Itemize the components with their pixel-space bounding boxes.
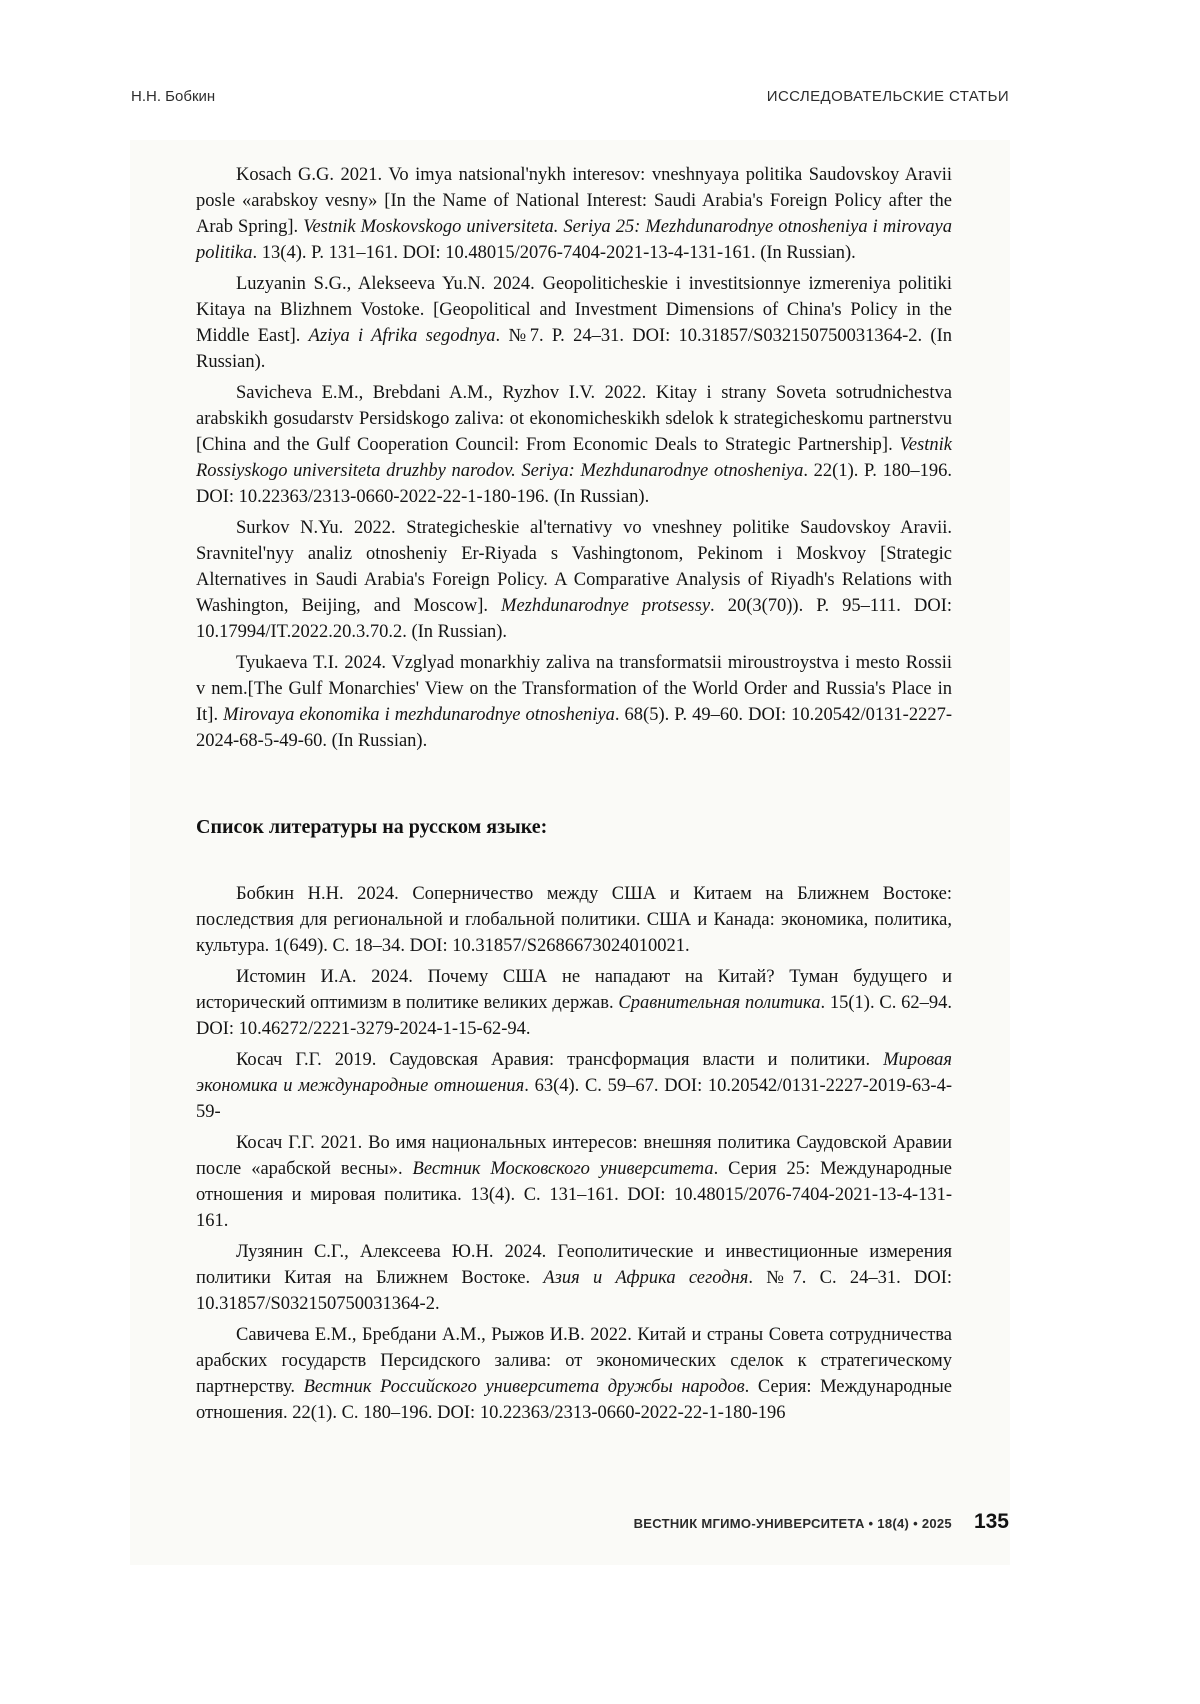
running-head-section: ИССЛЕДОВАТЕЛЬСКИЕ СТАТЬИ — [766, 88, 1009, 105]
reference-entry: Tyukaeva T.I. 2024. Vzglyad monarkhiy zaliva na transformatsii miroustroystva i mesto Rossii v nem.[The Gulf Monarchies' View on the Transformation of the World Order and Russia's Place in It]. Mirovaya ekonomika i mezhdunarodnye otnosheniya. 68(5). P. 49–60. DOI: 10.20542/0131-2227-2024-68-5-49-60. (In Russian). — [196, 653, 952, 751]
references-content — [196, 162, 952, 1431]
references-english-list — [196, 162, 952, 754]
reference-entry: Surkov N.Yu. 2022. Strategicheskie al'ternativy vo vneshney politike Saudovskoy Aravii. Sravnitel'nyy analiz otnosheniy Er-Riyada s Vashingtonom, Pekinom i Moskvoy [Strategic Alternatives in Saudi Arabia's Foreign Policy. A Comparative Analysis of Riyadh's Relations with Washington, Beijing, and Moscow]. Mezhdunarodnye protsessy. 20(3(70)). P. 95–111. DOI: 10.17994/IT.2022.20.3.70.2. (In Russian). — [196, 518, 952, 642]
running-head-author: Н.Н. Бобкин — [131, 88, 216, 105]
reference-entry: Kosach G.G. 2021. Vo imya natsional'nykh interesov: vneshnyaya politika Saudovskoy Aravii posle «arabskoy vesny» [In the Name of National Interest: Saudi Arabia's Foreign Policy after the Arab Spring]. Vestnik Moskovskogo universiteta. Seriya 25: Mezhdunarodnye otnosheniya i mirovaya politika. 13(4). P. 131–161. DOI: 10.48015/2076-7404-2021-13-4-131-161. (In Russian). — [196, 165, 953, 263]
page-footer — [131, 1510, 1009, 1534]
references-russian-list — [196, 881, 952, 1426]
reference-entry: Истомин И.А. 2024. Почему США не нападают на Китай? Туман будущего и исторический оптимизм в политике великих держав. Сравнительная политика. 15(1). С. 62–94. DOI: 10.46272/2221-3279-2024-1-15-62-94. — [196, 967, 952, 1039]
reference-entry: Luzyanin S.G., Alekseeva Yu.N. 2024. Geopoliticheskie i investitsionnye izmereniya politiki Kitaya na Blizhnem Vostoke. [Geopolitical and Investment Dimensions of China's Policy in the Middle East]. Aziya i Afrika segodnya. №7. P. 24–31. DOI: 10.31857/S032150750031364-2. (In Russian). — [196, 274, 952, 372]
reference-entry: Косач Г.Г. 2021. Во имя национальных интересов: внешняя политика Саудовской Аравии после «арабской весны». Вестник Московского университета. Серия 25: Международные отношения и мировая политика. 13(4). С. 131–161. DOI: 10.48015/2076-7404-2021-13-4-131-161. — [196, 1133, 952, 1231]
reference-entry: Savicheva E.M., Brebdani A.M., Ryzhov I.V. 2022. Kitay i strany Soveta sotrudnichestva arabskikh gosudarstv Persidskogo zaliva: ot ekonomicheskikh sdelok k strategicheskomu partnerstvu [China and the Gulf Cooperation Council: From Economic Deals to Strategic Partnership]. Vestnik Rossiyskogo universiteta druzhby narodov. Seriya: Mezhdunarodnye otnosheniya. 22(1). P. 180–196. DOI: 10.22363/2313-0660-2022-22-1-180-196. (In Russian). — [196, 383, 952, 507]
reference-entry: Лузянин С.Г., Алексеева Ю.Н. 2024. Геополитические и инвестиционные измерения политики Китая на Ближнем Востоке. Азия и Африка сегодня. №7. С. 24–31. DOI: 10.31857/S032150750031364-2. — [196, 1242, 952, 1314]
reference-entry: Бобкин Н.Н. 2024. Соперничество между США и Китаем на Ближнем Востоке: последствия для региональной и глобальной политики. США и Канада: экономика, политика, культура. 1(649). С. 18–34. DOI: 10.31857/S2686673024010021. — [196, 884, 952, 956]
footer-page-number: 135 — [973, 1510, 1009, 1533]
russian-references-heading: Список литературы на русском языке: — [196, 816, 548, 838]
reference-entry: Савичева Е.М., Бребдани А.М., Рыжов И.В. 2022. Китай и страны Совета сотрудничества арабских государств Персидского залива: от экономических сделок к стратегическому партнерству. Вестник Российского университета дружбы народов. Серия: Международные отношения. 22(1). С. 180–196. DOI: 10.22363/2313-0660-2022-22-1-180-196 — [196, 1325, 952, 1423]
footer-journal-line: ВЕСТНИК МГИМО-УНИВЕРСИТЕТА • 18(4) • 2025 — [633, 1516, 952, 1531]
page-header — [131, 88, 1009, 105]
reference-entry: Косач Г.Г. 2019. Саудовская Аравия: трансформация власти и политики. Мировая экономика и международные отношения. 63(4). С. 59–67. DOI: 10.20542/0131-2227-2019-63-4-59- — [196, 1050, 952, 1122]
